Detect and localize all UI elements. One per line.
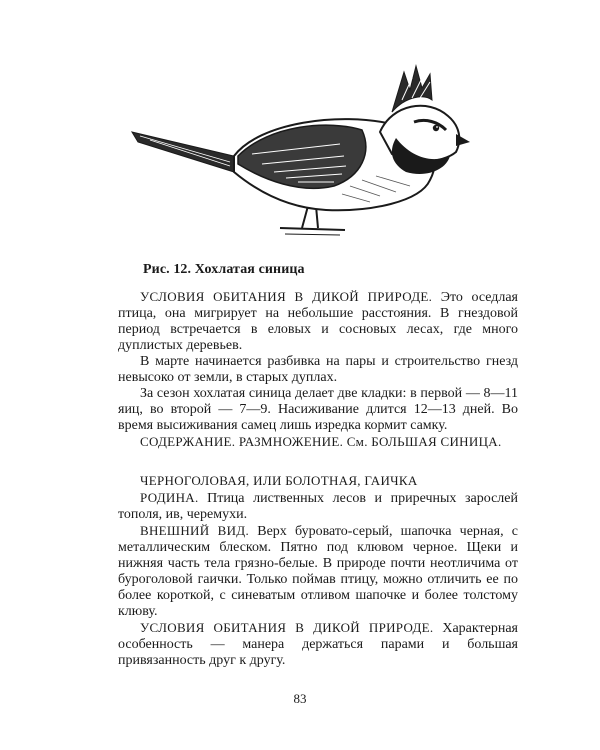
bird-drawing xyxy=(130,60,470,245)
paragraph-text: Птица лиственных лесов и приречных зарослей тополя, ив, черемухи. xyxy=(118,491,518,522)
paragraph-homeland xyxy=(118,490,518,523)
section-heading: ВНЕШНИЙ ВИД. xyxy=(140,523,250,538)
section-heading: СОДЕРЖАНИЕ. РАЗМНОЖЕНИЕ. См. БОЛЬШАЯ СИНИЦА. xyxy=(140,434,502,449)
species-title xyxy=(118,473,518,490)
crested-tit-illustration xyxy=(130,60,470,245)
section-heading: УСЛОВИЯ ОБИТАНИЯ В ДИКОЙ ПРИРОДЕ. xyxy=(140,620,434,635)
figure-caption: Рис. 12. Хохлатая синица xyxy=(143,262,305,277)
paragraph-clutch xyxy=(118,386,518,434)
paragraph-nesting xyxy=(118,354,518,386)
paragraph-text: Это оседлая птица, она мигрирует на небольшие расстояния. В гнездовой период встречается в еловых и сосновых лесах, где много дуплистых деревьев. xyxy=(118,290,518,353)
page-number: 83 xyxy=(293,691,307,706)
paragraph-habitat xyxy=(118,289,518,354)
paragraph-text: В марте начинается разбивка на пары и строительство гнезд невысоко от земли, в старых дуплах. xyxy=(118,354,518,385)
body-text xyxy=(118,289,518,669)
paragraph-text: Характерная особенность — манера держаться парами и большая привязанность друг к другу. xyxy=(118,621,518,668)
paragraph-keeping xyxy=(118,434,518,451)
paragraph-text: Верх буровато-серый, шапочка черная, с металлическим блеском. Пятно под клювом черное. Щеки и нижняя часть тела грязно-белые. В природе почти неотличима от буроголовой гаички. Только поймав птицу, можно отличить ее по более короткой, с синеватым отливом шапочке и более толстому клюву. xyxy=(118,524,518,619)
paragraph-text: За сезон хохлатая синица делает две кладки: в первой — 8—11 яиц, во второй — 7—9. Насиживание длится 12—13 дней. Во время высиживания самец лишь изредка кормит самку. xyxy=(118,386,518,433)
section-heading: УСЛОВИЯ ОБИТАНИЯ В ДИКОЙ ПРИРОДЕ. xyxy=(140,289,433,304)
species-heading: ЧЕРНОГОЛОВАЯ, ИЛИ БОЛОТНАЯ, ГАИЧКА xyxy=(140,473,418,488)
paragraph-appearance xyxy=(118,523,518,620)
paragraph-habitat-2 xyxy=(118,620,518,669)
section-heading: РОДИНА. xyxy=(140,490,199,505)
